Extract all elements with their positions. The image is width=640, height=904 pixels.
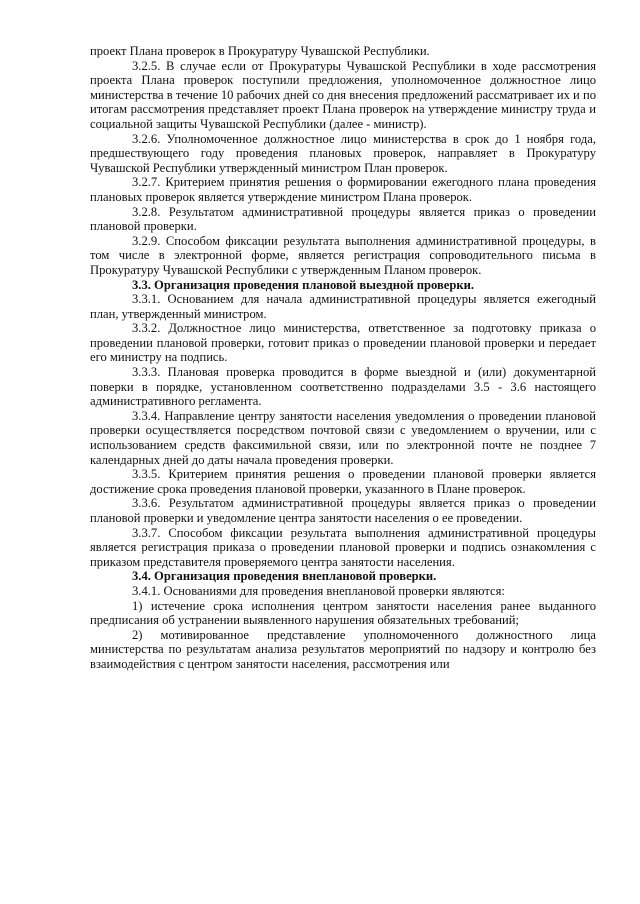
paragraph-3-3-4: 3.3.4. Направление центру занятости населения уведомления о проведении плановой проверки осуществляется посредством почтовой связи с уведомлением о вручении, или с использованием средств факсимильной связи, или по электронной почте не позднее 7 календарных дней до даты начала проведения проверки. [90,408,596,467]
paragraph-3-3-1: 3.3.1. Основанием для начала административной процедуры является ежегодный план, утвержденный министром. [90,292,596,321]
paragraph-3-2-5: 3.2.5. В случае если от Прокуратуры Чувашской Республики в ходе рассмотрения проекта Плана проверок поступили предложения, уполномоченное должностное лицо министерства в течение 10 рабочих дней со дня внесения предложений рассматривает их и по итогам рассмотрения представляет проект Плана проверок на утверждение министру труда и социальной защиты Чувашской Республики (далее - министр). [90,58,596,131]
paragraph-3-2-8: 3.2.8. Результатом административной процедуры является приказ о проведении плановой проверки. [90,204,596,234]
paragraph-3-2-9: 3.2.9. Способом фиксации результата выполнения административной процедуры, в том числе в электронной форме, является регистрация сопроводительного письма в Прокуратуру Чувашской Республики с утвержденным Планом проверок. [90,233,596,277]
paragraph-3-4-1: 3.4.1. Основаниями для проведения внеплановой проверки являются: [132,583,505,598]
paragraph-3-3-2: 3.3.2. Должностное лицо министерства, ответственное за подготовку приказа о проведении плановой проверки, готовит приказ о проведении плановой проверки и передает его министру на подпись. [90,321,596,365]
section-heading-3-4: 3.4. Организация проведения внеплановой проверки. [132,569,437,584]
list-item-1: 1) истечение срока исполнения центром занятости населения ранее выданного предписания об устранении выявленного нарушения обязательных требований; [90,598,596,628]
paragraph-continuation: проект Плана проверок в Прокуратуру Чувашской Республики. [90,44,430,58]
paragraph-3-2-6: 3.2.6. Уполномоченное должностное лицо министерства в срок до 1 ноября года, предшествующего году проведения плановых проверок, направляет в Прокуратуру Чувашской Республики утвержденный министром План проверок. [90,131,596,175]
paragraph-3-3-3: 3.3.3. Плановая проверка проводится в форме выездной и (или) документарной поверки в порядке, установленном соответственно подразделами 3.5 - 3.6 настоящего административного регламента. [90,365,596,409]
paragraph-3-2-7: 3.2.7. Критерием принятия решения о формировании ежегодного плана проведения плановых проверок является утверждение министром Плана проверок. [90,175,596,204]
list-item-2: 2) мотивированное представление уполномоченного должностного лица министерства по результатам анализа результатов мероприятий по надзору и контролю без взаимодействия с центром занятости населения, рассмотрения или [90,627,596,671]
paragraph-3-3-7: 3.3.7. Способом фиксации результата выполнения административной процедуры является регистрация приказа о проведении плановой проверки и подпись ознакомления с приказом представителя проверяемого центра занятости населения. [90,525,596,569]
paragraph-3-3-6: 3.3.6. Результатом административной процедуры является приказ о проведении плановой проверки и уведомление центра занятости населения о ее проведении. [90,496,596,525]
section-heading-3-3: 3.3. Организация проведения плановой выездной проверки. [132,277,475,292]
paragraph-3-3-5: 3.3.5. Критерием принятия решения о проведении плановой проверки является достижение срока проведения плановой проверки, указанного в Плане проверок. [90,467,596,496]
document-page [90,44,596,672]
